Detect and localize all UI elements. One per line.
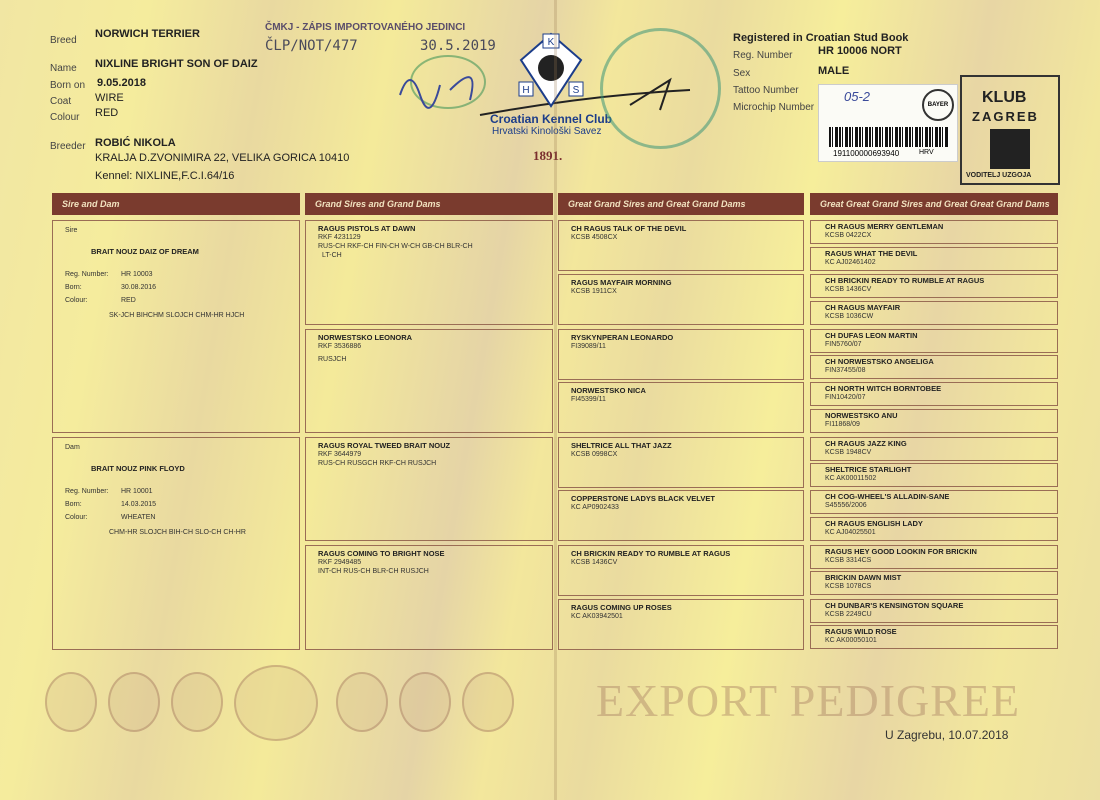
handler-label: VODITELJ UZGOJA bbox=[966, 172, 1032, 179]
barcode bbox=[829, 127, 949, 147]
gg-name: CH DUFAS LEON MARTIN bbox=[825, 331, 918, 340]
tattoo-label: Tattoo Number bbox=[733, 85, 799, 96]
kennel-value: Kennel: NIXLINE,F.C.I.64/16 bbox=[95, 170, 235, 182]
gg-name: CH NORTH WITCH BORNTOBEE bbox=[825, 384, 942, 393]
colour-label: Colour bbox=[50, 112, 80, 123]
gg-box bbox=[810, 301, 1058, 325]
bayer-logo: BAYER bbox=[922, 89, 954, 121]
grand-name: NORWESTSKO LEONORA bbox=[318, 333, 413, 342]
klub-label: KLUB bbox=[982, 89, 1027, 106]
gg-reg: KCSB 2249CU bbox=[825, 611, 872, 618]
name-label: Name bbox=[50, 63, 77, 74]
club-year: 1891. bbox=[533, 148, 563, 163]
svg-text:H: H bbox=[522, 85, 530, 96]
gg-name: CH DUNBAR'S KENSINGTON SQUARE bbox=[825, 601, 964, 610]
gg-name: CH COG-WHEEL'S ALLADIN-SANE bbox=[825, 492, 950, 501]
gg-box bbox=[810, 599, 1058, 623]
dam-reg-label: Reg. Number: bbox=[65, 488, 109, 495]
grand-box bbox=[305, 437, 553, 541]
great-box bbox=[558, 382, 804, 433]
gg-name: BRICKIN DAWN MIST bbox=[825, 573, 902, 582]
dam-colour-label: Colour: bbox=[65, 514, 88, 521]
gg-reg: FIN37455/08 bbox=[825, 367, 866, 374]
breed-label: Breed bbox=[50, 35, 77, 46]
sticker-code: 05-2 bbox=[844, 89, 871, 104]
seal-icon bbox=[171, 672, 223, 732]
svg-text:S: S bbox=[572, 85, 580, 96]
gg-box bbox=[810, 220, 1058, 244]
import-stamp-date: 30.5.2019 bbox=[420, 38, 496, 54]
gg-reg: FI11868/09 bbox=[825, 421, 860, 428]
great-box bbox=[558, 437, 804, 488]
header-great: Great Grand Sires and Great Grand Dams bbox=[558, 193, 804, 215]
gg-reg: S45556/2006 bbox=[825, 502, 867, 509]
registry-title: Registered in Croatian Stud Book bbox=[733, 32, 909, 44]
footer-place-date: U Zagrebu, 10.07.2018 bbox=[885, 728, 1009, 742]
gg-box bbox=[810, 490, 1058, 514]
microchip-sticker bbox=[818, 84, 958, 162]
coat-label: Coat bbox=[50, 96, 72, 107]
klub-zagreb-stamp bbox=[960, 75, 1060, 185]
grand-box bbox=[305, 220, 553, 325]
sire-colour: RED bbox=[121, 297, 136, 304]
gg-reg: FIN5760/07 bbox=[825, 341, 862, 348]
gg-box bbox=[810, 409, 1058, 433]
great-reg: KCSB 0998CX bbox=[571, 451, 618, 458]
gg-box bbox=[810, 437, 1058, 461]
gg-reg: KC AK00011502 bbox=[825, 475, 877, 482]
great-reg: KC AK03942501 bbox=[571, 613, 623, 620]
footer-title: EXPORT PEDIGREE bbox=[596, 675, 1021, 726]
gg-name: SHELTRICE STARLIGHT bbox=[825, 465, 912, 474]
gg-name: CH NORWESTSKO ANGELIGA bbox=[825, 357, 934, 366]
grand-titles: INT-CH RUS-CH BLR-CH RUSJCH bbox=[318, 568, 429, 575]
gg-box bbox=[810, 274, 1058, 298]
great-box bbox=[558, 329, 804, 380]
gg-reg: KC AJ04025501 bbox=[825, 529, 876, 536]
import-stamp-title: ČMKJ - ZÁPIS IMPORTOVANÉHO JEDINCI bbox=[265, 22, 466, 33]
stamp-emblem bbox=[990, 129, 1030, 169]
seal-icon bbox=[45, 672, 97, 732]
gg-reg: FIN10420/07 bbox=[825, 394, 866, 401]
grand-name: RAGUS ROYAL TWEED BRAIT NOUZ bbox=[318, 441, 451, 450]
gg-box bbox=[810, 545, 1058, 569]
dam-born-label: Born: bbox=[65, 501, 82, 508]
gg-reg: KC AK00050101 bbox=[825, 637, 877, 644]
great-name: CH RAGUS TALK OF THE DEVIL bbox=[571, 224, 687, 233]
great-name: RAGUS MAYFAIR MORNING bbox=[571, 278, 672, 287]
gg-name: CH RAGUS MERRY GENTLEMAN bbox=[825, 222, 944, 231]
dam-role: Dam bbox=[65, 444, 80, 451]
great-name: RAGUS COMING UP ROSES bbox=[571, 603, 672, 612]
header-great-great: Great Great Grand Sires and Great Great Grand Dams bbox=[810, 193, 1058, 215]
grand-reg: RKF 4231129 bbox=[318, 234, 361, 241]
gg-name: RAGUS HEY GOOD LOOKIN FOR BRICKIN bbox=[825, 547, 977, 556]
great-name: NORWESTSKO NICA bbox=[571, 386, 646, 395]
great-name: SHELTRICE ALL THAT JAZZ bbox=[571, 441, 672, 450]
gg-box bbox=[810, 355, 1058, 379]
gg-reg: KCSB 1948CV bbox=[825, 449, 872, 456]
grand-box bbox=[305, 545, 553, 650]
dam-box bbox=[52, 437, 300, 650]
gg-box bbox=[810, 625, 1058, 649]
gg-name: CH BRICKIN READY TO RUMBLE AT RAGUS bbox=[825, 276, 985, 285]
reg-number-label: Reg. Number bbox=[733, 50, 793, 61]
dam-reg: HR 10001 bbox=[121, 488, 153, 495]
grand-titles: RUS-CH RUSGCH RKF-CH RUSJCH bbox=[318, 460, 437, 467]
barcode-country: HRV bbox=[919, 149, 934, 156]
sire-role: Sire bbox=[65, 227, 78, 234]
svg-text:K: K bbox=[547, 37, 555, 48]
reg-number-value: HR 10006 NORT bbox=[818, 45, 902, 57]
header-sire-dam: Sire and Dam bbox=[52, 193, 300, 215]
seal-icon bbox=[399, 672, 451, 732]
great-name: RYSKYNPERAN LEONARDO bbox=[571, 333, 674, 342]
great-name: CH BRICKIN READY TO RUMBLE AT RAGUS bbox=[571, 549, 731, 558]
seal-icon bbox=[336, 672, 388, 732]
coat-value: WIRE bbox=[95, 92, 124, 104]
hks-emblem bbox=[515, 30, 587, 110]
grand-titles-cont: LT-CH bbox=[322, 252, 342, 259]
great-reg: KCSB 4508CX bbox=[571, 234, 618, 241]
great-box bbox=[558, 490, 804, 541]
gg-reg: KCSB 1078CS bbox=[825, 583, 872, 590]
zagreb-label: ZAGREB bbox=[972, 109, 1039, 124]
born-label: Born on bbox=[50, 80, 86, 91]
gg-name: CH RAGUS MAYFAIR bbox=[825, 303, 901, 312]
great-box bbox=[558, 220, 804, 271]
gg-box bbox=[810, 382, 1058, 406]
hks-round-stamp bbox=[600, 28, 721, 149]
gg-box bbox=[810, 329, 1058, 353]
import-stamp-number: ČLP/NOT/477 bbox=[265, 38, 358, 54]
microchip-label: Microchip Number bbox=[733, 102, 815, 113]
grand-box bbox=[305, 329, 553, 433]
gg-box bbox=[810, 517, 1058, 541]
breeder-address: KRALJA D.ZVONIMIRA 22, VELIKA GORICA 10410 bbox=[95, 152, 350, 164]
sire-colour-label: Colour: bbox=[65, 297, 88, 304]
header-grand: Grand Sires and Grand Dams bbox=[305, 193, 553, 215]
dam-name: BRAIT NOUZ PINK FLOYD bbox=[91, 464, 185, 473]
dam-titles: CHM-HR SLOJCH BIH-CH SLO-CH CH-HR bbox=[109, 529, 246, 536]
gg-reg: KCSB 1036CW bbox=[825, 313, 874, 320]
sire-reg: HR 10003 bbox=[121, 271, 153, 278]
sire-reg-label: Reg. Number: bbox=[65, 271, 109, 278]
great-reg: FI45399/11 bbox=[571, 396, 606, 403]
great-reg: KCSB 1911CX bbox=[571, 288, 617, 295]
sire-box bbox=[52, 220, 300, 433]
breeder-name: ROBIĆ NIKOLA bbox=[95, 137, 176, 149]
fci-seal-icon bbox=[234, 665, 318, 741]
born-value: 9.05.2018 bbox=[97, 77, 146, 89]
dam-colour: WHEATEN bbox=[121, 514, 156, 521]
club-subname: Hrvatski Kinološki Savez bbox=[492, 126, 602, 137]
great-reg: KCSB 1436CV bbox=[571, 559, 618, 566]
gg-name: CH RAGUS ENGLISH LADY bbox=[825, 519, 923, 528]
great-box bbox=[558, 545, 804, 596]
barcode-number: 191100000693940 bbox=[833, 149, 900, 158]
dam-born: 14.03.2015 bbox=[121, 501, 157, 508]
seal-icon bbox=[108, 672, 160, 732]
gg-reg: KCSB 3314CS bbox=[825, 557, 872, 564]
breeder-label: Breeder bbox=[50, 141, 86, 152]
gg-name: CH RAGUS JAZZ KING bbox=[825, 439, 907, 448]
breed-value: NORWICH TERRIER bbox=[95, 28, 200, 40]
grand-titles: RUS-CH RKF-CH FIN-CH W-CH GB-CH BLR-CH bbox=[318, 243, 473, 250]
gg-box bbox=[810, 571, 1058, 595]
sire-titles: SK-JCH BIHCHM SLOJCH CHM-HR HJCH bbox=[109, 312, 245, 319]
dog-name: NIXLINE BRIGHT SON OF DAIZ bbox=[95, 58, 258, 70]
club-name: Croatian Kennel Club bbox=[490, 112, 613, 126]
gg-name: RAGUS WILD ROSE bbox=[825, 627, 897, 636]
grand-reg: RKF 3644979 bbox=[318, 451, 362, 458]
great-reg: FI39089/11 bbox=[571, 343, 606, 350]
gg-name: RAGUS WHAT THE DEVIL bbox=[825, 249, 918, 258]
gg-reg: KC AJ02461402 bbox=[825, 259, 876, 266]
gg-reg: KCSB 1436CV bbox=[825, 286, 872, 293]
grand-reg: RKF 2949485 bbox=[318, 559, 362, 566]
sire-born-label: Born: bbox=[65, 284, 82, 291]
gg-box bbox=[810, 247, 1058, 271]
sex-value: MALE bbox=[818, 65, 850, 77]
grand-name: RAGUS PISTOLS AT DAWN bbox=[318, 224, 416, 233]
gg-name: NORWESTSKO ANU bbox=[825, 411, 898, 420]
great-reg: KC AP0902433 bbox=[571, 504, 619, 511]
gg-reg: KCSB 0422CX bbox=[825, 232, 872, 239]
grand-titles: RUSJCH bbox=[318, 356, 347, 363]
grand-name: RAGUS COMING TO BRIGHT NOSE bbox=[318, 549, 445, 558]
great-box bbox=[558, 599, 804, 650]
great-box bbox=[558, 274, 804, 325]
seal-icon bbox=[462, 672, 514, 732]
sire-born: 30.08.2016 bbox=[121, 284, 157, 291]
colour-value: RED bbox=[95, 107, 119, 119]
grand-reg: RKF 3536886 bbox=[318, 343, 362, 350]
sex-label: Sex bbox=[733, 68, 751, 79]
gg-box bbox=[810, 463, 1058, 487]
sire-name: BRAIT NOUZ DAIZ OF DREAM bbox=[91, 247, 199, 256]
great-name: COPPERSTONE LADYS BLACK VELVET bbox=[571, 494, 715, 503]
